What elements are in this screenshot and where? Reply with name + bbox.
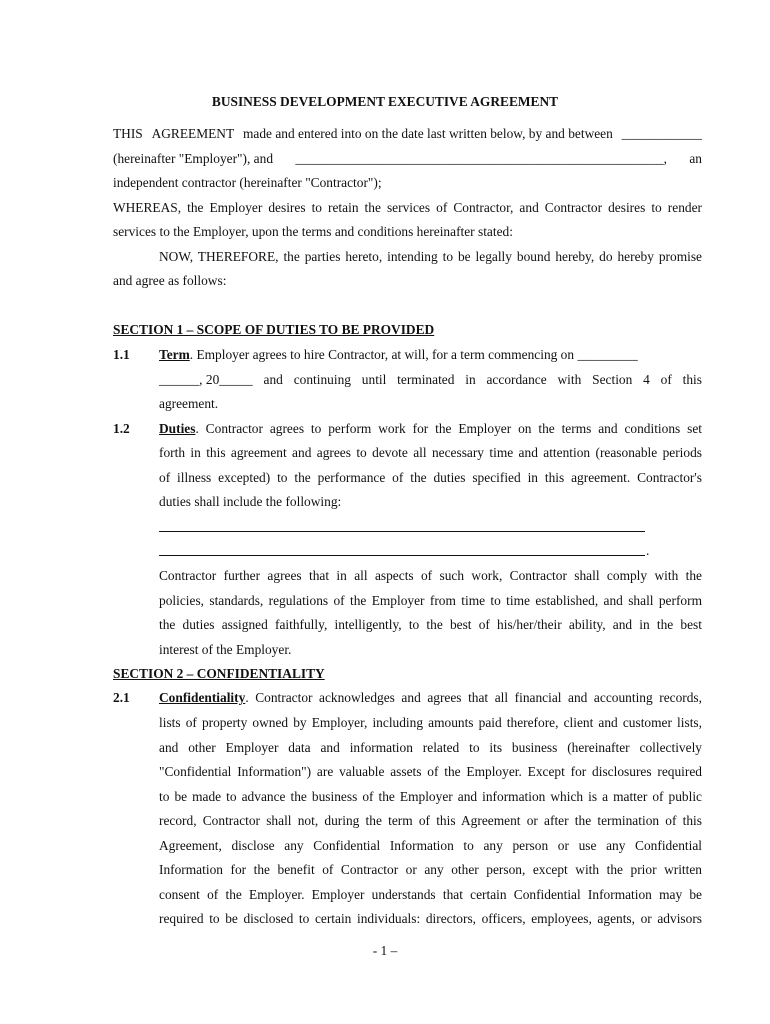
clause-1-2-line-4: duties shall include the following:: [159, 494, 342, 509]
clause-2-1-line-10: required to be disclosed to certain individuals: directors, officers, employees, agents, or advisors: [159, 911, 702, 926]
therefore-line-1: NOW, THEREFORE, the parties hereto, intending to be legally bound hereby, do hereby promise: [159, 249, 702, 264]
clause-1-1-line-3: agreement.: [159, 396, 219, 411]
clause-2-1-line-3: and other Employer data and information related to its business (hereinafter collectively: [159, 740, 702, 755]
clause-1-2-p2-line-4: interest of the Employer.: [159, 642, 292, 657]
clause-1-2-p2-line-1: Contractor further agrees that in all aspects of such work, Contractor shall comply with the: [159, 568, 702, 583]
employer-name-blank[interactable]: ____________: [621, 126, 702, 141]
therefore-line-2: and agree as follows:: [113, 273, 227, 288]
term-heading: Term: [159, 347, 190, 362]
duties-blank-line-1[interactable]: [159, 531, 645, 532]
section-2-heading: SECTION 2 – CONFIDENTIALITY: [113, 666, 325, 681]
whereas-line-1: WHEREAS, the Employer desires to retain the services of Contractor, and Contractor desires to render: [113, 200, 702, 215]
clause-1-1-line-2: ______, 20_____ and continuing until terminated in accordance with Section 4 of this: [159, 372, 702, 387]
start-date-year-blank[interactable]: ______, 20_____: [159, 372, 253, 387]
duties-heading: Duties: [159, 421, 196, 436]
clause-1-2-p2-line-3: the duties assigned faithfully, intelligently, to the best of his/her/their ability, and in the best: [159, 617, 702, 632]
duties-blank-line-2[interactable]: [159, 555, 645, 556]
intro-line-3: independent contractor (hereinafter "Contractor");: [113, 175, 382, 190]
confidentiality-heading: Confidentiality: [159, 690, 246, 705]
clause-2-1-line-7: Agreement, disclose any Confidential Information to any person or use any Confidential: [159, 838, 702, 853]
contractor-name-blank[interactable]: _______________________________________________________,: [295, 151, 667, 166]
start-date-blank[interactable]: _________: [577, 347, 638, 362]
clause-1-1-number: 1.1: [113, 347, 130, 362]
whereas-line-2: services to the Employer, upon the terms and conditions hereinafter stated:: [113, 224, 513, 239]
clause-2-1-line-2: lists of property owned by Employer, including amounts paid therefore, client and customer lists,: [159, 715, 702, 730]
document-title: BUSINESS DEVELOPMENT EXECUTIVE AGREEMENT: [211, 94, 559, 109]
clause-1-2-line-3: of illness excepted) to the performance of the duties specified in this agreement. Contractor's: [159, 470, 702, 485]
section-1-heading: SECTION 1 – SCOPE OF DUTIES TO BE PROVIDED: [113, 322, 435, 337]
clause-1-2-line-1: Duties. Contractor agrees to perform work for the Employer on the terms and conditions set: [159, 421, 702, 436]
clause-2-1-line-6: record, Contractor shall not, during the term of this Agreement or after the termination of this: [159, 813, 702, 828]
clause-1-2-line-2: forth in this agreement and agrees to devote all necessary time and attention (reasonable periods: [159, 445, 702, 460]
clause-1-1-line-1: Term. Employer agrees to hire Contractor, at will, for a term commencing on _________: [159, 347, 638, 362]
clause-2-1-line-4: "Confidential Information") are valuable assets of the Employer. Except for disclosures required: [159, 764, 702, 779]
clause-1-2-number: 1.2: [113, 421, 130, 436]
clause-2-1-number: 2.1: [113, 690, 130, 705]
clause-2-1-line-5: to be made to advance the business of the Employer and information which is a matter of public: [159, 789, 702, 804]
clause-2-1-line-9: consent of the Employer. Employer understands that certain Confidential Information may be: [159, 887, 702, 902]
intro-line-2: (hereinafter "Employer"), and _______________________________________________________, an: [113, 151, 702, 166]
clause-1-2-p2-line-2: policies, standards, regulations of the Employer from time to time established, and shall perform: [159, 593, 702, 608]
clause-2-1-line-8: Information for the benefit of Contractor or any other person, except with the prior written: [159, 862, 702, 877]
duties-blank-period: .: [646, 543, 650, 558]
intro-line-1: THIS AGREEMENT made and entered into on the date last written below, by and between ____________: [113, 126, 702, 141]
page-number: - 1 –: [372, 943, 398, 958]
clause-2-1-line-1: Confidentiality. Contractor acknowledges and agrees that all financial and accounting records,: [159, 690, 702, 705]
